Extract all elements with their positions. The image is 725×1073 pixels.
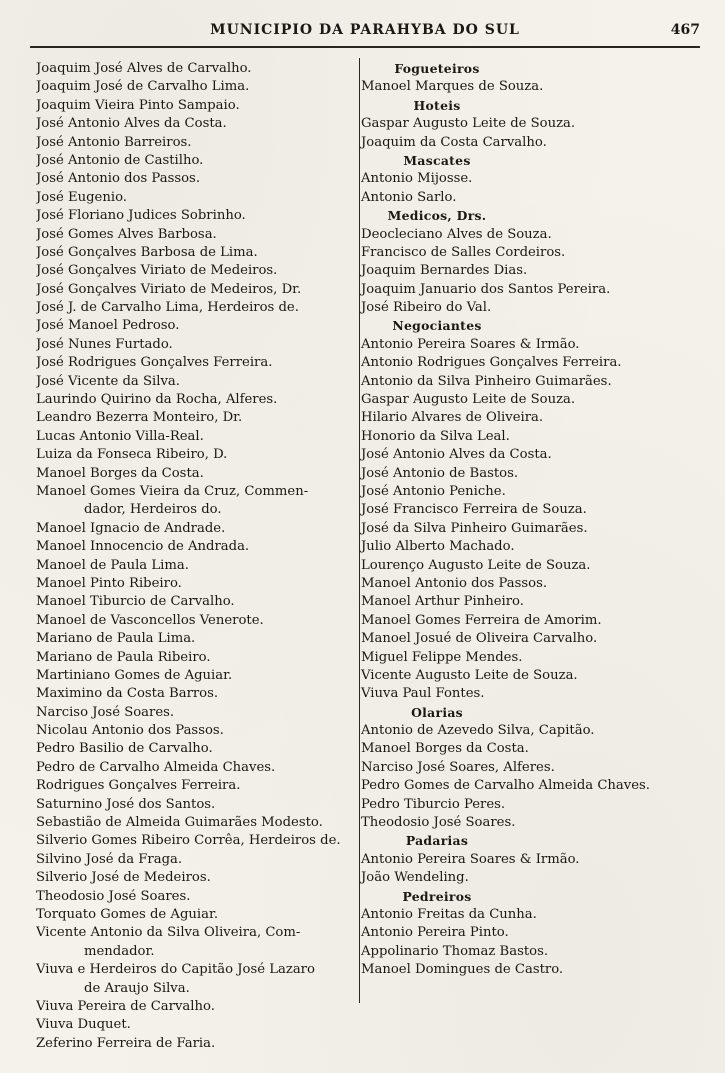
directory-entry: José Nunes Furtado. (36, 336, 173, 352)
section-heading: Hoteis (413, 97, 461, 113)
directory-entry: Manoel Pinto Ribeiro. (36, 575, 182, 591)
directory-entry: Honorio da Silva Leal. (361, 428, 510, 444)
directory-entry: Joaquim José de Carvalho Lima. (36, 79, 250, 95)
directory-entry: Narciso José Soares. (36, 704, 175, 720)
directory-entry: Manoel Borges da Costa. (36, 465, 204, 481)
directory-entry: Manoel de Paula Lima. (36, 557, 189, 573)
section-heading: Negociantes (392, 318, 482, 334)
directory-entry: José Antonio Alves da Costa. (36, 116, 227, 132)
directory-entry: José Antonio Peniche. (361, 483, 506, 499)
section-heading: Olarias (411, 704, 463, 720)
directory-entry: Silverio José de Medeiros. (36, 870, 211, 886)
directory-entry: Antonio Pereira Soares & Irmão. (361, 336, 580, 352)
directory-entry: Viuva Duquet. (36, 1017, 131, 1033)
directory-entry: Antonio Pereira Soares & Irmão. (361, 851, 580, 867)
directory-entry: José Antonio de Castilho. (36, 152, 204, 168)
directory-entry: Lucas Antonio Villa-Real. (36, 428, 204, 444)
directory-entry: Hilario Alvares de Oliveira. (361, 410, 544, 426)
directory-entry: Maximino da Costa Barros. (36, 686, 219, 702)
directory-entry: José Gonçalves Viriato de Medeiros, Dr. (36, 281, 302, 297)
directory-entry: Manoel Domingues de Castro. (361, 962, 564, 978)
directory-entry: Narciso José Soares, Alferes. (361, 759, 555, 775)
directory-entry: Pedro Tiburcio Peres. (361, 796, 506, 812)
directory-entry: Manoel Gomes Ferreira de Amorim. (361, 612, 602, 628)
page-number: 467 (670, 22, 700, 38)
directory-entry: Manoel Antonio dos Passos. (361, 575, 548, 591)
directory-entry: José J. de Carvalho Lima, Herdeiros de. (36, 300, 299, 316)
directory-entry: José Gonçalves Viriato de Medeiros. (36, 263, 278, 279)
directory-entry: Joaquim José Alves de Carvalho. (36, 61, 252, 76)
directory-entry: Torquato Gomes de Aguiar. (36, 906, 219, 922)
section-heading: Medicos, Drs. (387, 208, 487, 224)
directory-entry: Laurindo Quirino da Rocha, Alferes. (36, 392, 278, 408)
directory-entry: José Gomes Alves Barbosa. (36, 226, 217, 242)
directory-entry: Gaspar Augusto Leite de Souza. (361, 116, 576, 132)
directory-entry: José Manoel Pedroso. (36, 318, 180, 334)
directory-entry: Silverio Gomes Ribeiro Corrêa, Herdeiros de. (36, 833, 341, 849)
directory-entry: Saturnino José dos Santos. (36, 796, 216, 812)
entry-continuation: mendador. (84, 943, 155, 959)
directory-entry: Deocleciano Alves de Souza. (361, 226, 552, 242)
directory-entry: Antonio Freitas da Cunha. (361, 906, 537, 922)
directory-entry: Viuva Paul Fontes. (361, 686, 485, 702)
directory-entry: José Antonio de Bastos. (361, 465, 519, 481)
section-heading: Pedreiros (402, 888, 472, 904)
directory-entry: Appolinario Thomaz Bastos. (361, 943, 549, 959)
directory-entry: Martiniano Gomes de Aguiar. (36, 667, 233, 683)
directory-entry: Theodosio José Soares. (361, 815, 516, 831)
directory-entry: Joaquim Januario dos Santos Pereira. (361, 281, 611, 297)
directory-entry: José Francisco Ferreira de Souza. (361, 502, 587, 518)
directory-entry: José da Silva Pinheiro Guimarães. (361, 520, 588, 536)
directory-entry: Joaquim Vieira Pinto Sampaio. (36, 97, 240, 113)
directory-entry: Miguel Felippe Mendes. (361, 649, 523, 665)
directory-entry: Silvino José da Fraga. (36, 851, 183, 867)
directory-entry: Viuva e Herdeiros do Capitão José Lazaro (36, 962, 315, 978)
directory-entry: José Antonio Barreiros. (36, 134, 192, 150)
running-head: MUNICIPIO DA PARAHYBA DO SUL (210, 22, 520, 38)
directory-entry: Joaquim da Costa Carvalho. (361, 134, 547, 150)
directory-entry: Antonio da Silva Pinheiro Guimarães. (361, 373, 612, 389)
directory-entry: Leandro Bezerra Monteiro, Dr. (36, 410, 243, 426)
directory-entry: Nicolau Antonio dos Passos. (36, 723, 224, 739)
directory-entry: Manoel de Vasconcellos Venerote. (36, 612, 264, 628)
section-heading: Mascates (403, 152, 471, 168)
directory-entry: José Rodrigues Gonçalves Ferreira. (36, 355, 273, 371)
directory-entry: Antonio Pereira Pinto. (361, 925, 509, 941)
directory-entry: Julio Alberto Machado. (361, 539, 515, 555)
right-column (357, 60, 697, 980)
directory-entry: José Floriano Judices Sobrinho. (36, 208, 246, 224)
directory-entry: Antonio de Azevedo Silva, Capitão. (361, 723, 595, 739)
directory-entry: Antonio Sarlo. (361, 189, 457, 205)
directory-entry: Vicente Augusto Leite de Souza. (361, 667, 578, 683)
directory-entry: Theodosio José Soares. (36, 888, 191, 904)
directory-entry: Pedro de Carvalho Almeida Chaves. (36, 759, 276, 775)
directory-entry: Manoel Gomes Vieira da Cruz, Commen- (36, 483, 309, 499)
directory-entry: José Eugenio. (36, 189, 127, 205)
directory-entry: Manoel Innocencio de Andrada. (36, 539, 250, 555)
directory-entry: Gaspar Augusto Leite de Souza. (361, 392, 576, 408)
directory-entry: Manoel Arthur Pinheiro. (361, 594, 524, 610)
directory-entry: Rodrigues Gonçalves Ferreira. (36, 778, 241, 794)
directory-entry: Manoel Tiburcio de Carvalho. (36, 594, 235, 610)
directory-entry: Antonio Mijosse. (361, 171, 473, 187)
directory-entry: Joaquim Bernardes Dias. (361, 263, 528, 279)
directory-entry: Mariano de Paula Ribeiro. (36, 649, 211, 665)
directory-entry: Sebastião de Almeida Guimarães Modesto. (36, 815, 323, 831)
section-heading: Padarias (405, 833, 469, 849)
directory-entry: Manoel Ignacio de Andrade. (36, 520, 226, 536)
directory-entry: Lourenço Augusto Leite de Souza. (361, 557, 591, 573)
directory-entry: João Wendeling. (361, 870, 469, 886)
directory-entry: Vicente Antonio da Silva Oliveira, Com- (36, 925, 301, 941)
directory-entry: José Gonçalves Barbosa de Lima. (36, 244, 258, 260)
directory-entry: Antonio Rodrigues Gonçalves Ferreira. (361, 355, 622, 371)
directory-entry: José Antonio Alves da Costa. (361, 447, 552, 463)
directory-entry: Pedro Gomes de Carvalho Almeida Chaves. (361, 778, 650, 794)
page-header (30, 20, 700, 48)
directory-entry: Manoel Marques de Souza. (361, 79, 544, 95)
directory-entry: Manoel Borges da Costa. (361, 741, 529, 757)
entry-continuation: de Araujo Silva. (84, 980, 190, 996)
directory-entry: Luiza da Fonseca Ribeiro, D. (36, 447, 228, 463)
directory-entry: José Vicente da Silva. (36, 373, 180, 389)
directory-entry: Mariano de Paula Lima. (36, 631, 196, 647)
left-column (36, 60, 358, 1053)
directory-entry: Viuva Pereira de Carvalho. (36, 998, 215, 1014)
entry-continuation: dador, Herdeiros do. (84, 502, 222, 518)
section-heading: Fogueteiros (394, 61, 480, 76)
directory-entry: Pedro Basilio de Carvalho. (36, 741, 213, 757)
directory-entry: José Ribeiro do Val. (361, 300, 492, 316)
directory-entry: Zeferino Ferreira de Faria. (36, 1035, 216, 1051)
directory-entry: Manoel Josué de Oliveira Carvalho. (361, 631, 598, 647)
directory-entry: Francisco de Salles Cordeiros. (361, 244, 566, 260)
directory-entry: José Antonio dos Passos. (36, 171, 201, 187)
